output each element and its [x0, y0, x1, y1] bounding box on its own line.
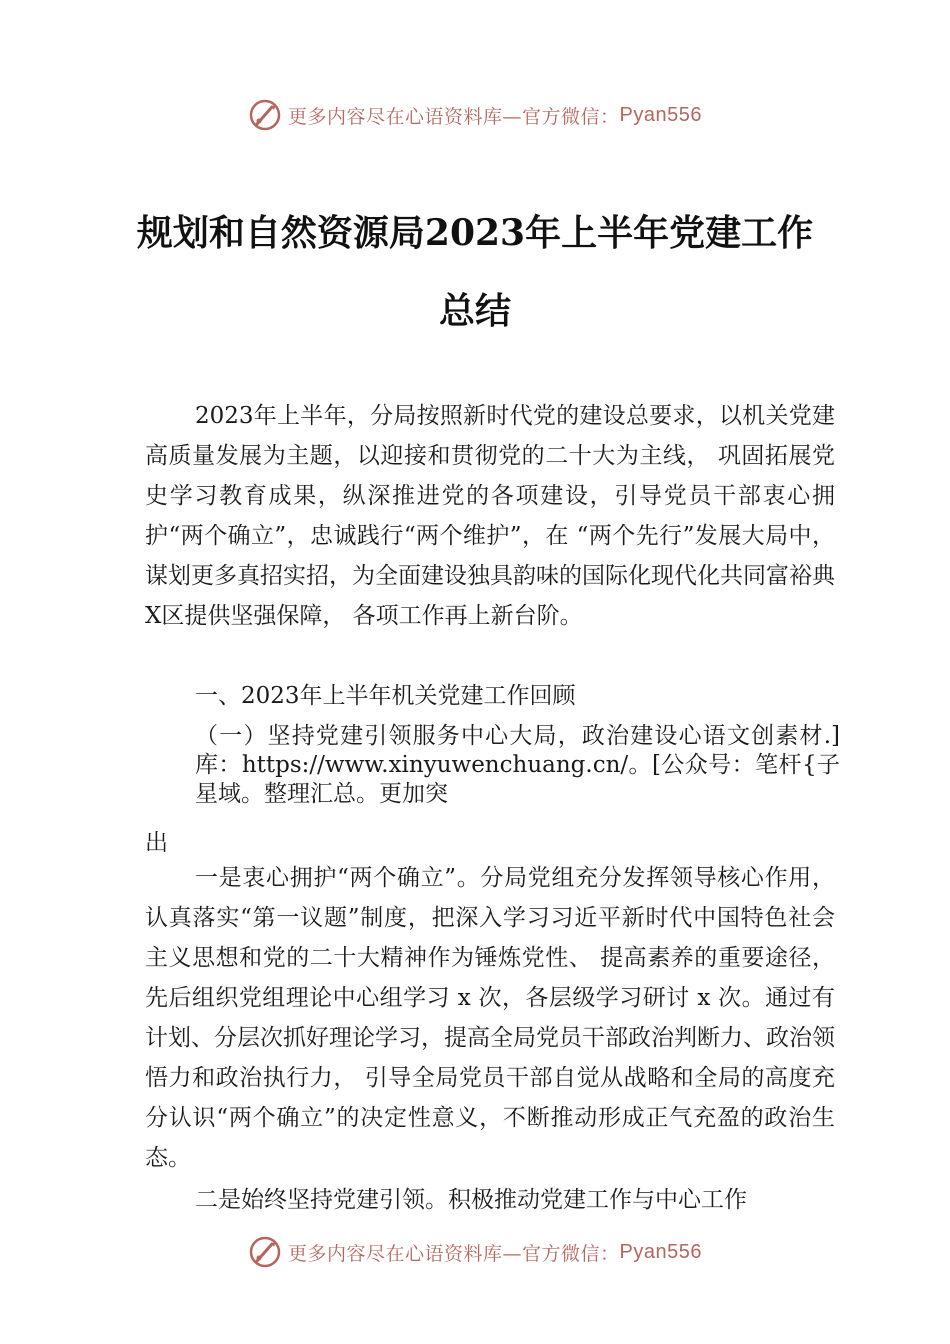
watermark-banner-top [0, 95, 950, 135]
point-2-paragraph: 二是始终坚持党建引领。积极推动党建工作与中心工作 [195, 1187, 747, 1213]
document-title-line1: 规划和自然资源局2023年上半年党建工作 [136, 212, 814, 254]
watermark-banner-bottom [0, 1232, 950, 1272]
subsection-heading-1: （一）坚持党建引领服务中心大局，政治建设心语文创素材.]库：https://www.xinyuwenchuang.cn/。[公众号：笔杆{子星域。整理汇总。更加突 [195, 723, 840, 807]
document-title-line2: 总结 [438, 290, 511, 332]
watermark-wechat-id: Pyan556 [619, 103, 702, 126]
watermark-text: 更多内容尽在心语资料库—官方微信： [288, 1242, 620, 1265]
watermark-text: 更多内容尽在心语资料库—官方微信： [288, 105, 620, 128]
brush-logo-icon [248, 1235, 282, 1269]
watermark-wechat-id: Pyan556 [619, 1240, 702, 1263]
point-1-paragraph: 一是衷心拥护“两个确立”。分局党组充分发挥领导核心作用，认真落实“第一议题”制度，把深入学习习近平新时代中国特色社会主义思想和党的二十大精神作为锤炼党性、 提高素养的重要途径，先后组织党组理论中心组学习 x 次，各层级学习研讨 x 次。通过有计划、分层次抓好理论学习，提高全局党员干部政治判断力、政治领悟力和政治执行力， 引导全局党员干部自觉从战略和全局的高度充分认识“两个确立”的决定性意义，不断推动形成正气充盈的政治生态。 [145, 865, 835, 1171]
section-heading-1: 一、2023年上半年机关党建工作回顾 [195, 683, 576, 709]
intro-paragraph: 2023年上半年，分局按照新时代党的建设总要求，以机关党建高质量发展为主题，以迎接和贯彻党的二十大为主线， 巩固拓展党史学习教育成果，纵深推进党的各项建设，引导党员干部衷心拥护“两个确立”，忠诚践行“两个维护”，在 “两个先行”发展大局中，谋划更多真招实招，为全面建设独具韵味的国际化现代化共同富裕典X区提供坚强保障， 各项工作再上新台阶。 [145, 403, 835, 629]
brush-logo-icon [248, 98, 282, 132]
subsection-heading-tail: 出 [145, 830, 168, 856]
